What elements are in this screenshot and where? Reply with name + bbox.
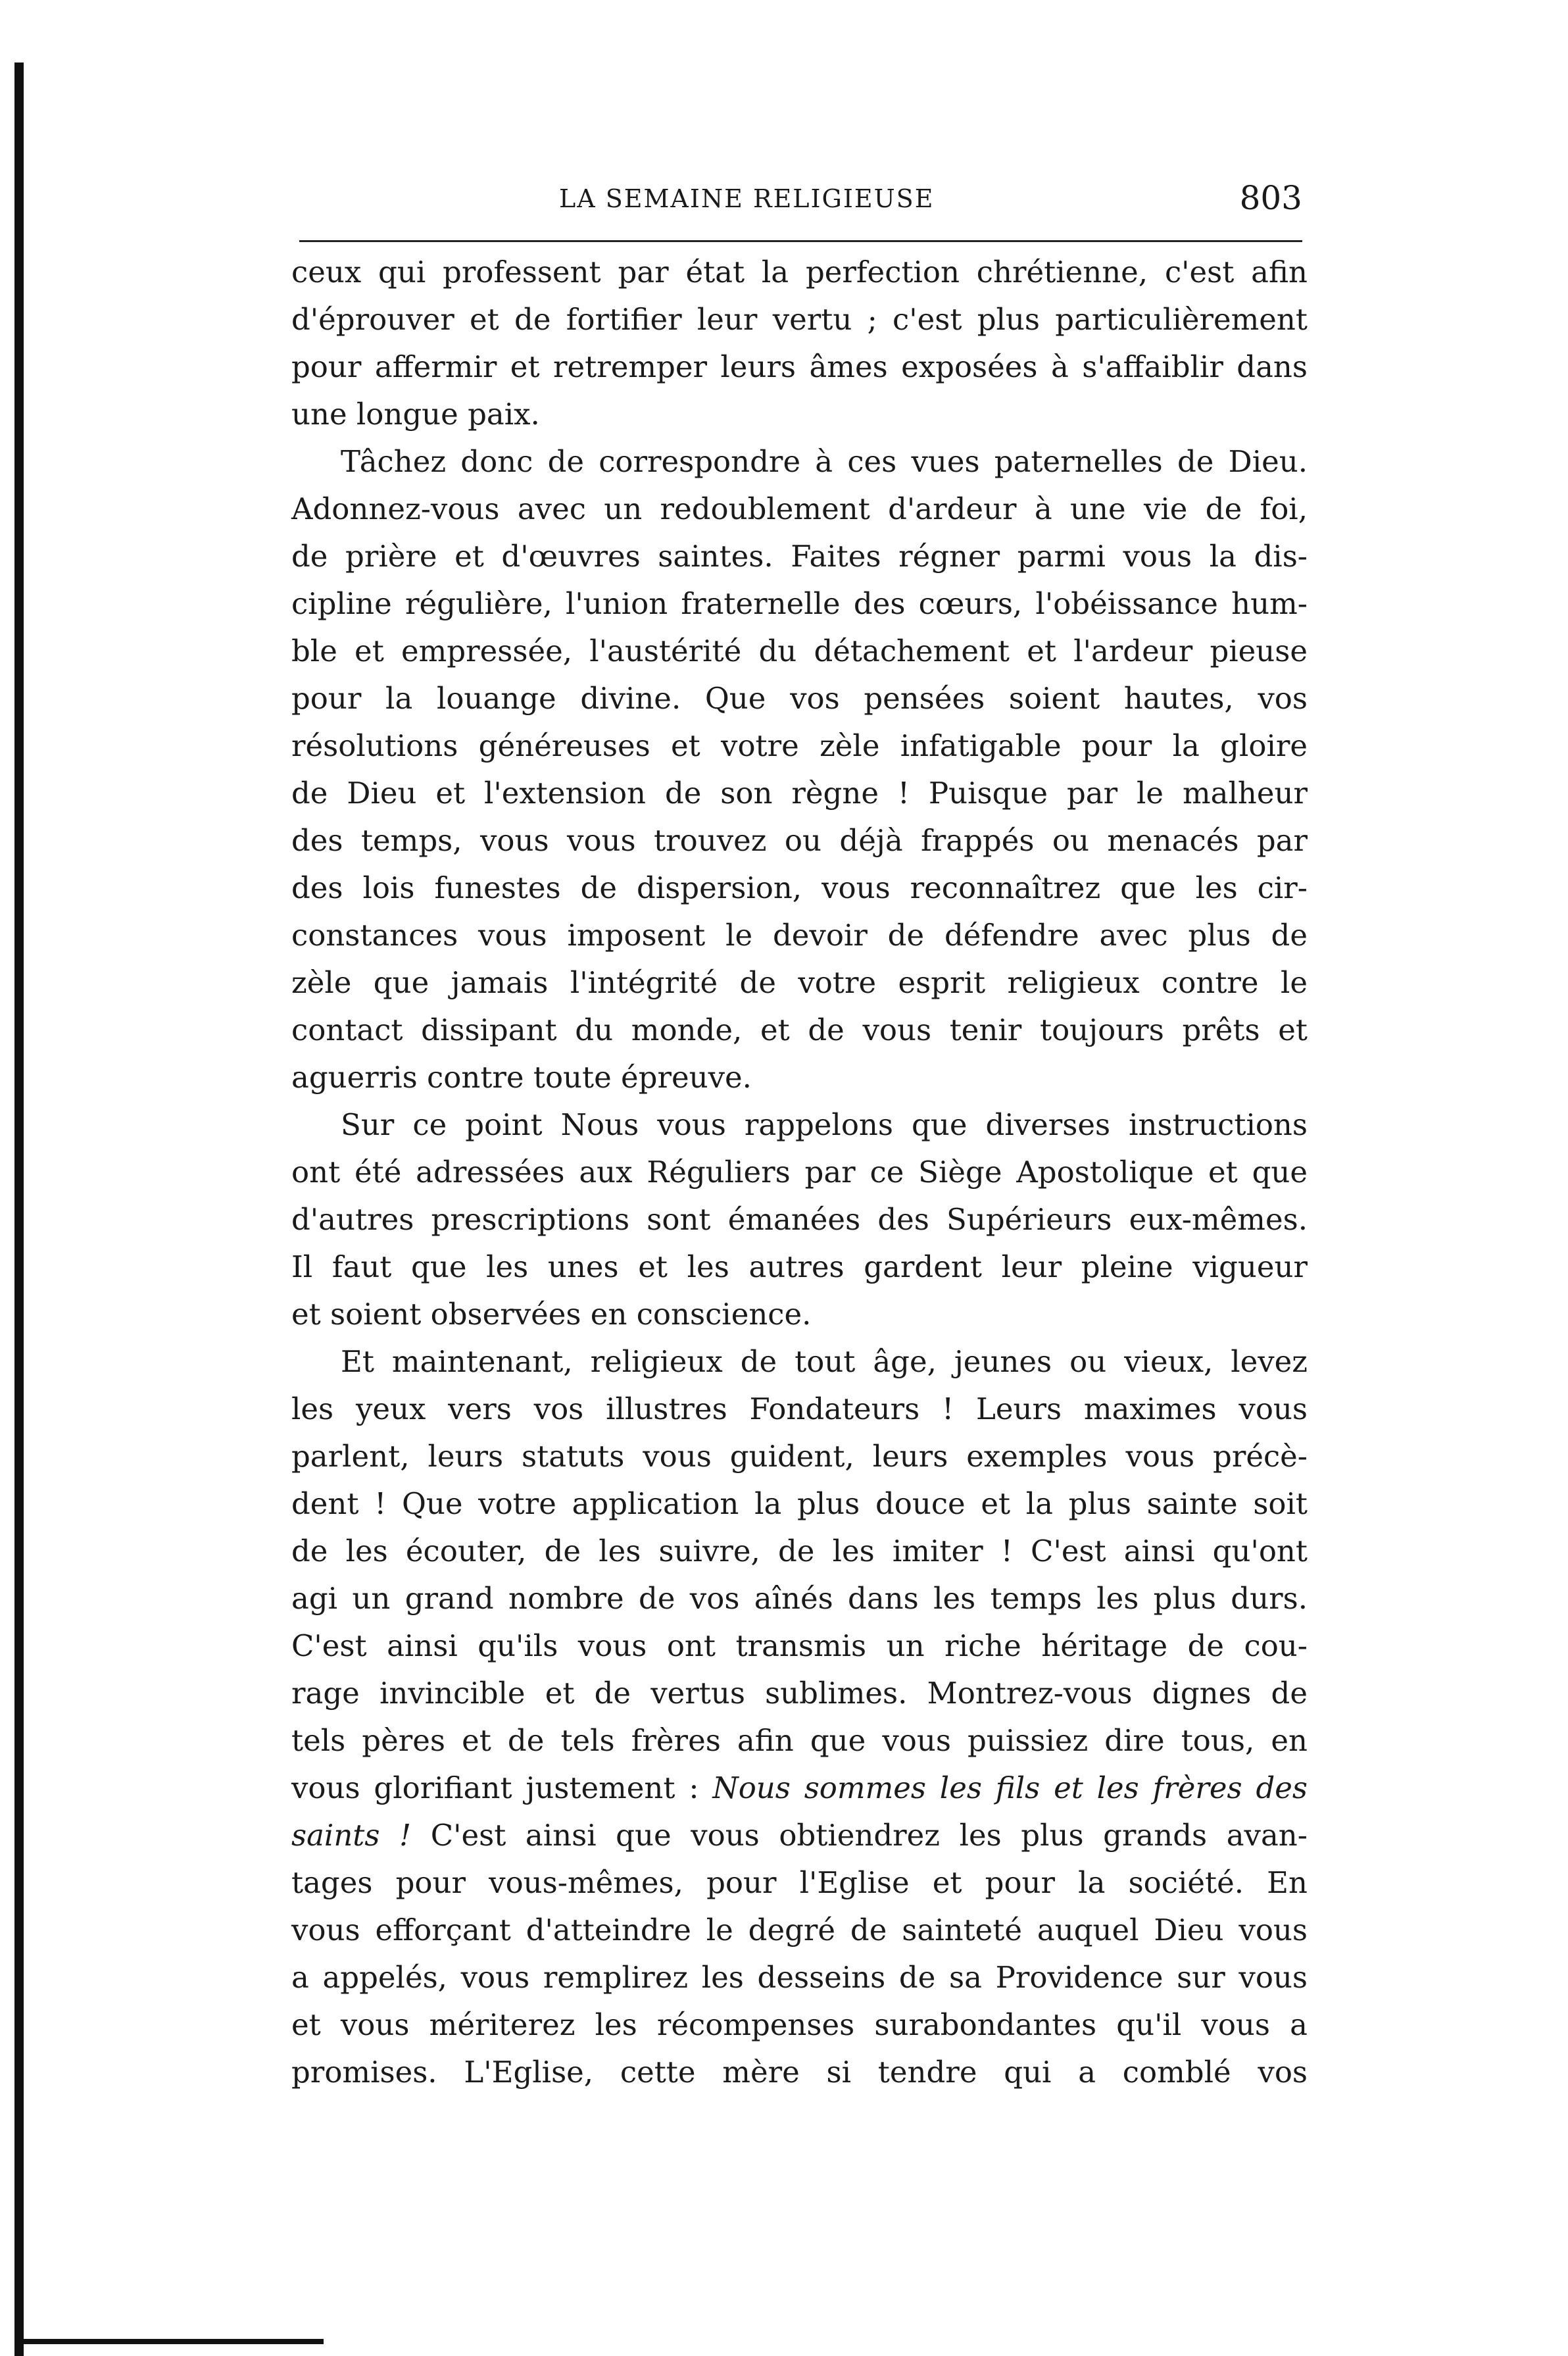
text-line: et vous mériterez les récompenses surabondantes qu'il vous a [291, 2007, 1308, 2042]
text-line: a appelés, vous remplirez les desseins de sa Providence sur vous [291, 1960, 1308, 1995]
text-line: des lois funestes de dispersion, vous reconnaîtrez que les cir- [291, 870, 1308, 905]
header-rule [299, 240, 1302, 242]
text-line: vous efforçant d'atteindre le degré de sainteté auquel Dieu vous [291, 1913, 1308, 1947]
text-line: les yeux vers vos illustres Fondateurs ! Leurs maximes vous [291, 1391, 1308, 1426]
text-line-italic [291, 1812, 1308, 1859]
text-line: une longue paix. [291, 397, 540, 432]
running-title: LA SEMAINE RELIGIEUSE [559, 184, 935, 213]
text-line: C'est ainsi qu'ils vous ont transmis un riche héritage de cou- [291, 1628, 1308, 1663]
text-line: cipline régulière, l'union fraternelle des cœurs, l'obéissance hum- [291, 586, 1308, 621]
text-line: ont été adressées aux Réguliers par ce Siège Apostolique et que [291, 1155, 1308, 1190]
binding-edge-foot [14, 2339, 324, 2344]
text-run: C'est ainsi que vous obtiendrez les plus grands avan- [411, 1818, 1308, 1853]
text-line: pour affermir et retremper leurs âmes exposées à s'affaiblir dans [291, 349, 1308, 384]
text-line: promises. L'Eglise, cette mère si tendre qui a comblé vos [291, 2055, 1308, 2090]
text-line-italic [291, 1765, 1308, 1812]
text-body [291, 249, 1308, 2096]
text-line: des temps, vous vous trouvez ou déjà frappés ou menacés par [291, 823, 1308, 858]
text-line: dent ! Que votre application la plus douce et la plus sainte soit [291, 1486, 1308, 1521]
text-line: rage invincible et de vertus sublimes. Montrez-vous dignes de [291, 1676, 1308, 1711]
paragraph-4 [291, 1338, 1308, 2096]
binding-edge [14, 63, 24, 2356]
text-run: vous glorifiant justement : [291, 1770, 713, 1805]
text-line: parlent, leurs statuts vous guident, leurs exemples vous précè- [291, 1439, 1308, 1474]
text-line: tels pères et de tels frères afin que vous puissiez dire tous, en [291, 1723, 1308, 1758]
paragraph-2 [291, 438, 1308, 1101]
text-line: de les écouter, de les suivre, de les imiter ! C'est ainsi qu'ont [291, 1534, 1308, 1568]
text-line: zèle que jamais l'intégrité de votre esprit religieux contre le [291, 965, 1308, 1000]
text-line: de prière et d'œuvres saintes. Faites régner parmi vous la dis- [291, 539, 1308, 574]
text-line: contact dissipant du monde, et de vous tenir toujours prêts et [291, 1013, 1308, 1047]
text-line: de Dieu et l'extension de son règne ! Puisque par le malheur [291, 776, 1308, 811]
text-line: Adonnez-vous avec un redoublement d'ardeur à une vie de foi, [291, 491, 1308, 526]
text-line: agi un grand nombre de vos aînés dans les temps les plus durs. [291, 1581, 1308, 1616]
text-line: ceux qui professent par état la perfection chrétienne, c'est afin [291, 255, 1308, 289]
text-line: résolutions généreuses et votre zèle infatigable pour la gloire [291, 728, 1308, 763]
text-line: Sur ce point Nous vous rappelons que diverses instructions [341, 1107, 1308, 1142]
text-line: constances vous imposent le devoir de défendre avec plus de [291, 918, 1308, 953]
text-line: aguerris contre toute épreuve. [291, 1060, 752, 1095]
text-line: et soient observées en conscience. [291, 1297, 812, 1332]
text-line: tages pour vous-mêmes, pour l'Eglise et pour la société. En [291, 1865, 1308, 1900]
text-line: Il faut que les unes et les autres gardent leur pleine vigueur [291, 1249, 1308, 1284]
page-number: 803 [1239, 179, 1302, 217]
text-line: d'éprouver et de fortifier leur vertu ; c'est plus particulièrement [291, 302, 1308, 337]
text-line: Tâchez donc de correspondre à ces vues paternelles de Dieu. [341, 444, 1308, 479]
paragraph-1 [291, 249, 1308, 438]
text-line: Et maintenant, religieux de tout âge, jeunes ou vieux, levez [341, 1344, 1308, 1379]
page-header [299, 179, 1302, 232]
italic-quote: Nous sommes les fils et les frères des [712, 1770, 1308, 1805]
text-line: pour la louange divine. Que vos pensées soient hautes, vos [291, 681, 1308, 716]
text-line: ble et empressée, l'austérité du détachement et l'ardeur pieuse [291, 634, 1308, 668]
italic-quote: saints ! [291, 1818, 412, 1853]
text-line: d'autres prescriptions sont émanées des Supérieurs eux-mêmes. [291, 1202, 1308, 1237]
paragraph-3 [291, 1101, 1308, 1338]
